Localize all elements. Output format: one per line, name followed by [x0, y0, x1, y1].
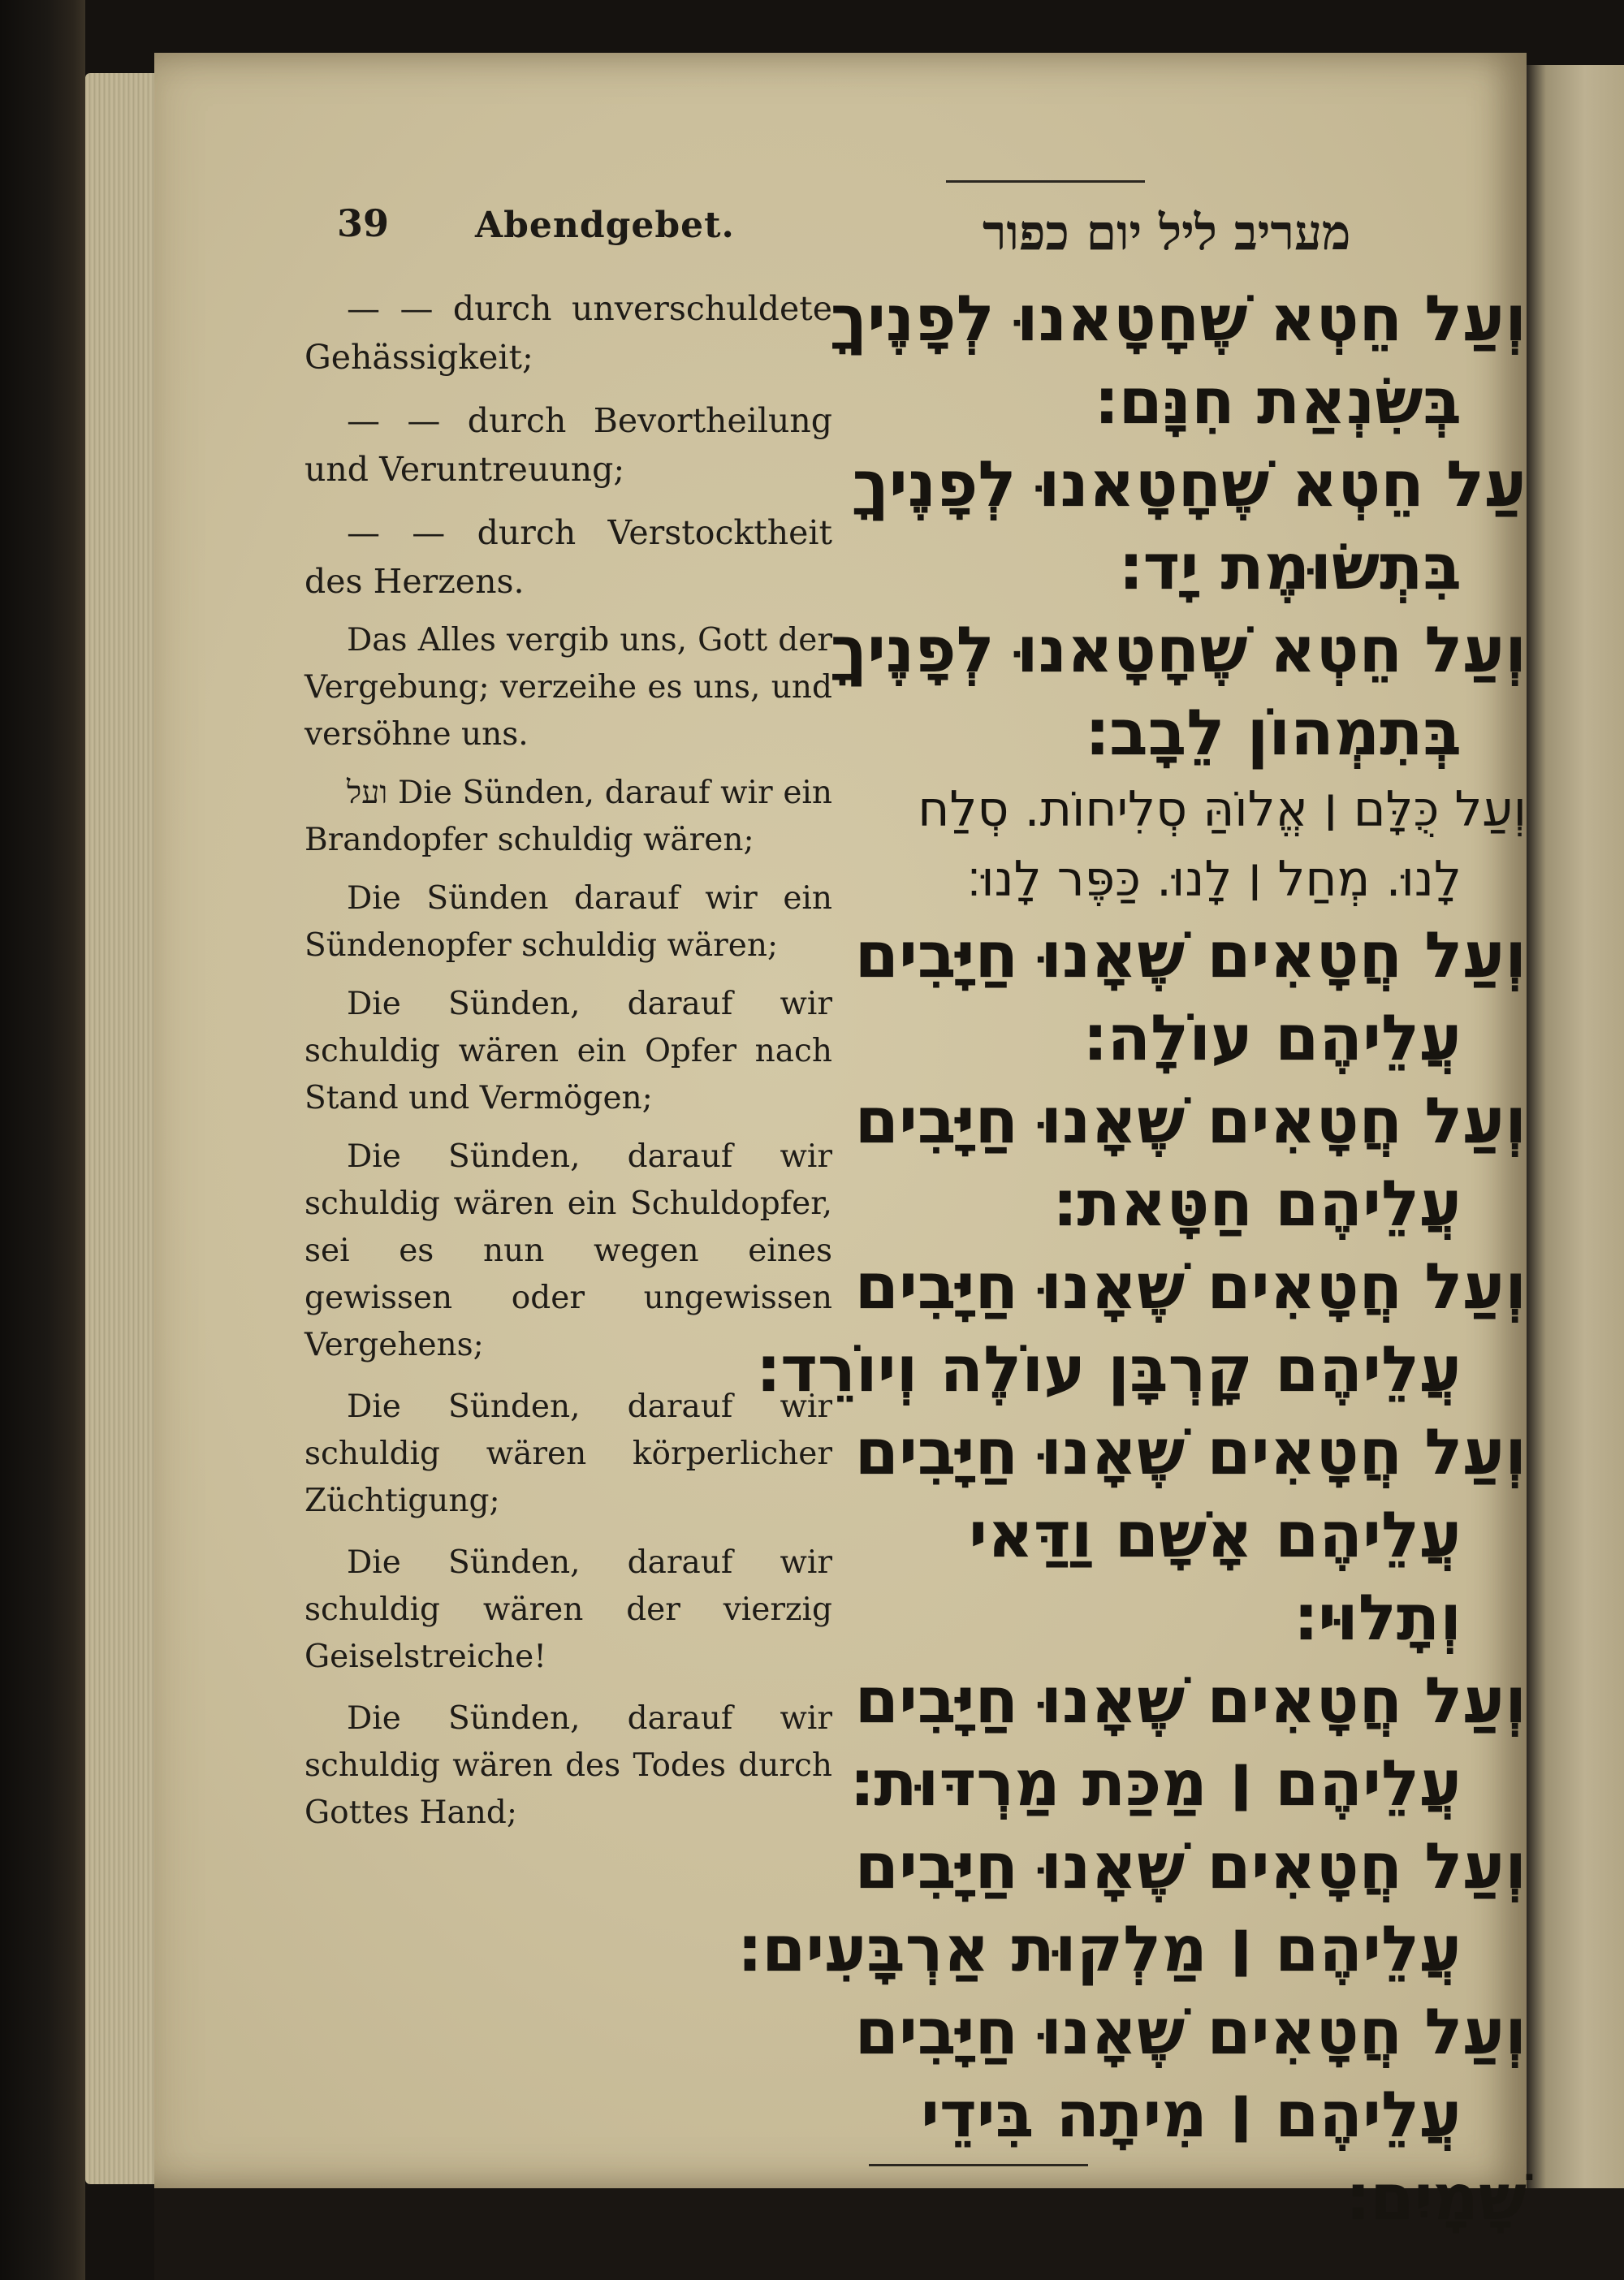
hebrew-line: עֲלֵיהֶם ׀ מִיתָה בִּידֵי [920, 2079, 1462, 2152]
german-paragraph: Die Sünden, darauf wir schuldig wären körperlicher Züchtigung; [304, 1388, 832, 1519]
book-spine [0, 0, 85, 2280]
hebrew-line: וְתָלוּי׃ [1294, 1582, 1462, 1655]
hebrew-line: לָנוּ. מְחַל ׀ לָנוּ. כַּפֶּר לָנוּ׃ [966, 851, 1462, 908]
hebrew-line: עֲלֵיהֶם אָשָׁם וַדַּאי [969, 1499, 1462, 1572]
running-head-german: Abendgebet. [475, 205, 735, 246]
bottom-rule [869, 2164, 1088, 2166]
page-number: 39 [337, 201, 390, 245]
hebrew-line: וְעַל חֵטְא שֶׁחָטָאנוּ לְפָנֶיךָ [830, 614, 1527, 687]
german-paragraph: — — durch unverschuldete Gehässigkeit; [304, 289, 832, 377]
running-head-hebrew: מעריב ליל יום כפור [983, 205, 1351, 261]
hebrew-line: עֲלֵיהֶם ׀ מַכַּת מַרְדּוּת׃ [850, 1747, 1462, 1820]
german-paragraph: Die Sünden, darauf wir schuldig wären der vierzig Geiselstreiche! [304, 1544, 832, 1675]
german-paragraph: Die Sünden, darauf wir schuldig wären des Todes durch Gottes Hand; [304, 1700, 832, 1831]
hebrew-line: וְעַל חֲטָאִים שֶׁאָנוּ חַיָּבִים [854, 1416, 1527, 1489]
hebrew-line: עֲלֵיהֶם עוֹלָה׃ [1083, 1002, 1462, 1075]
top-rule [946, 180, 1145, 183]
german-paragraph: Die Sünden, darauf wir schuldig wären ein Opfer nach Stand und Vermögen; [304, 986, 832, 1116]
german-column [304, 284, 832, 1848]
hebrew-line: וְעַל חֲטָאִים שֶׁאָנוּ חַיָּבִים [854, 1085, 1527, 1158]
hebrew-line: וְעַל חֲטָאִים שֶׁאָנוּ חַיָּבִים [854, 919, 1527, 992]
hebrew-line: עֲלֵיהֶם ׀ מַלְקוּת אַרְבָּעִים׃ [738, 1913, 1462, 1986]
german-paragraph: Die Sünden, darauf wir schuldig wären ein Schuldopfer, sei es nun wegen eines gewissen oder ungewissen Vergehens; [304, 1138, 832, 1363]
hebrew-line: וְעַל חֲטָאִים שֶׁאָנוּ חַיָּבִים [854, 1250, 1527, 1324]
german-paragraph: — — durch Verstocktheit des Herzens. [304, 513, 832, 601]
page-stack-edge [85, 73, 158, 2184]
hebrew-line: וְעַל כֻּלָּם ׀ אֱלוֹהַּ סְלִיחוֹת. סְלַח [918, 781, 1527, 838]
hebrew-line: שָׁמָיִם׃ [1346, 2161, 1527, 2235]
hebrew-line: בְּשִׂנְאַת חִנָּם׃ [1095, 365, 1462, 438]
hebrew-line: וְעַל חֲטָאִים שֶׁאָנוּ חַיָּבִים [854, 1830, 1527, 1903]
german-paragraph: — — durch Bevortheilung und Veruntreuung; [304, 401, 832, 489]
hebrew-line: בִּתְשׂוּמֶת יָד׃ [1119, 531, 1462, 604]
hebrew-line: עֲלֵיהֶם קָרְבָּן עוֹלֶה וְיוֹרֵד׃ [757, 1333, 1462, 1406]
hebrew-line: וְעַל חֵטְא שֶׁחָטָאנוּ לְפָנֶיךָ [830, 283, 1527, 356]
hebrew-line: עֲלֵיהֶם חַטָּאת׃ [1053, 1168, 1462, 1241]
german-paragraph: Das Alles vergib uns, Gott der Vergebung; verzeihe es uns, und versöhne uns. [304, 622, 832, 753]
hebrew-line: וְעַל חֲטָאִים שֶׁאָנוּ חַיָּבִים [854, 1996, 1527, 2069]
hebrew-line: וְעַל חֲטָאִים שֶׁאָנוּ חַיָּבִים [854, 1665, 1527, 1738]
hebrew-line: בְּתִמְהוֹן לֵבָב׃ [1086, 697, 1462, 770]
hebrew-column [738, 278, 1527, 2239]
hebrew-line: עַל חֵטְא שֶׁחָטָאנוּ לְפָנֶיךָ [852, 448, 1527, 521]
german-paragraph: ועל Die Sünden, darauf wir ein Brandopfer schuldig wären; [304, 775, 832, 858]
german-paragraph: Die Sünden darauf wir ein Sündenopfer schuldig wären; [304, 880, 832, 964]
facing-page-edge [1527, 65, 1624, 2192]
